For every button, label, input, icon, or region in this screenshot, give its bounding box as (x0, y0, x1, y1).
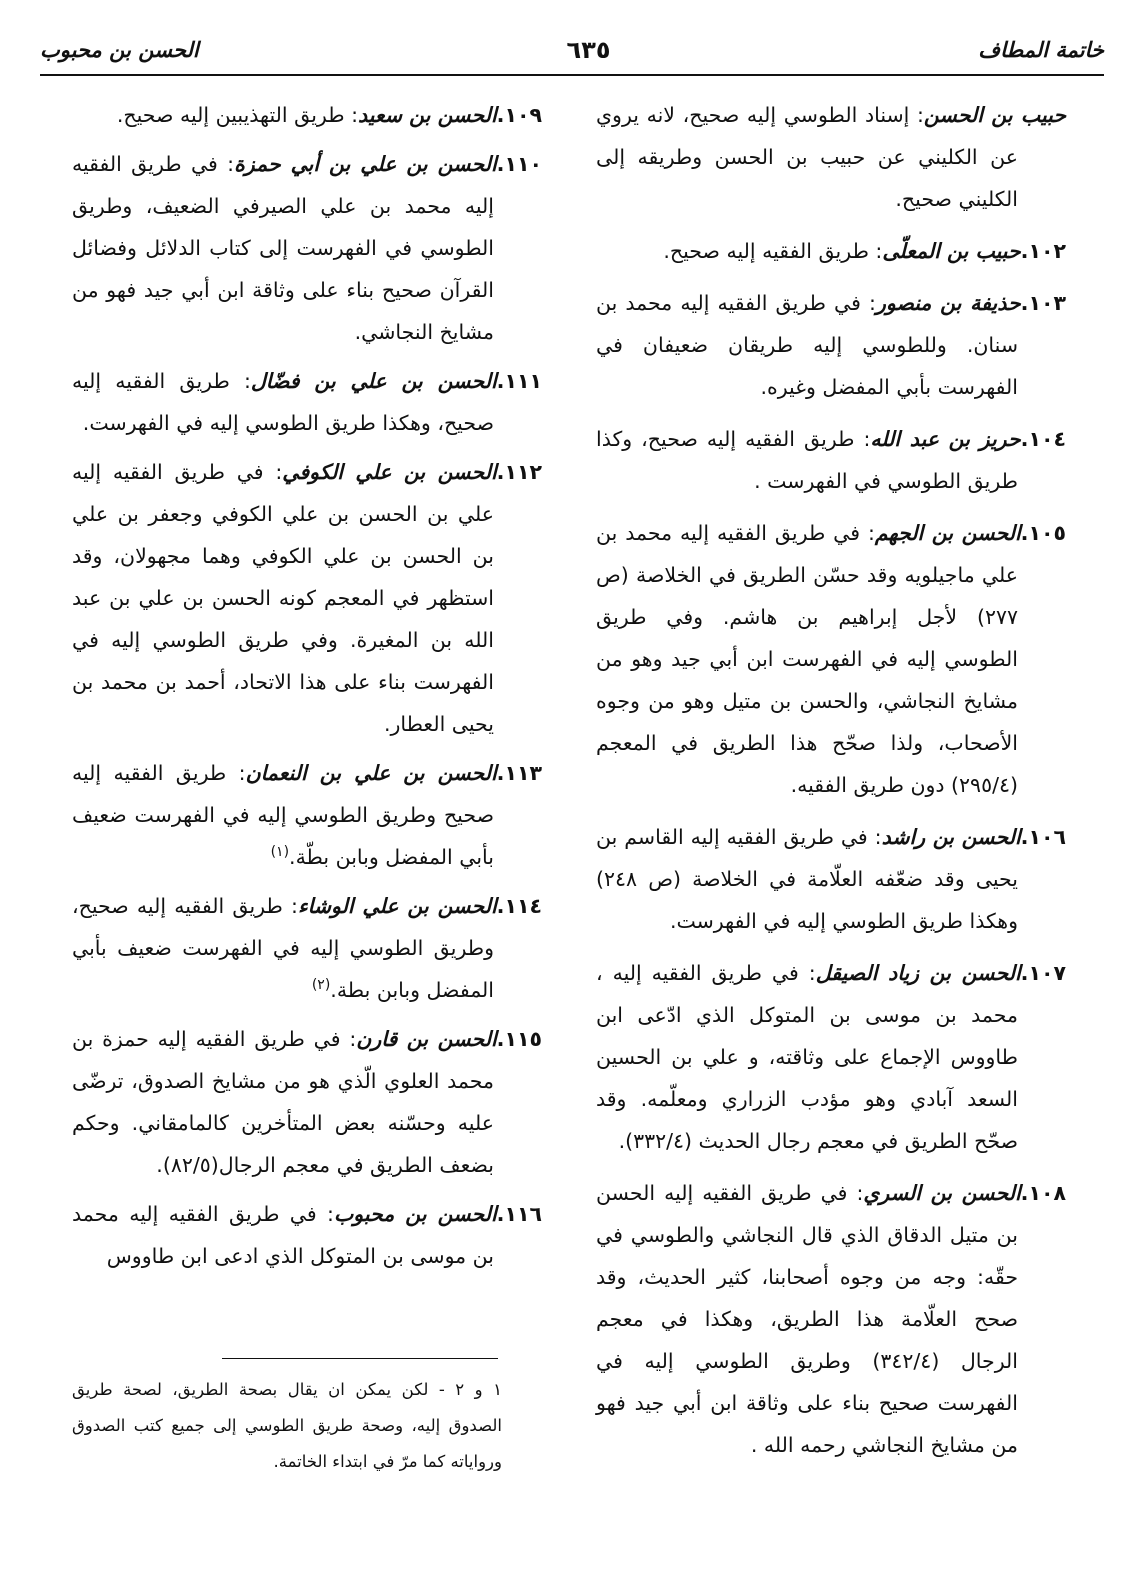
entry-number: ١١٦. (496, 1202, 542, 1226)
entry-number: ١٠٢. (1020, 239, 1066, 263)
entry-text: : طريق الفقيه إليه صحيح. (663, 239, 883, 263)
entry-name: الحسن بن الجهم (874, 521, 1021, 545)
footnote-ref: (١) (270, 844, 290, 861)
running-title: الحسن بن محبوب (40, 38, 199, 62)
entry-text: : إسناد الطوسي إليه صحيح، لانه يروي عن الكليني عن حبيب بن الحسن وطريقه إلى الكليني صحيح. (596, 103, 1018, 211)
entry-number: ١٠٥. (1020, 521, 1067, 545)
page-number: ٦٣٥ (566, 36, 611, 64)
entry-number: ١٠٧. (1020, 961, 1066, 985)
entry (596, 512, 1066, 806)
entry (596, 282, 1066, 408)
left-column (72, 94, 542, 1284)
entry (596, 952, 1066, 1162)
book-title: خاتمة المطاف (978, 38, 1104, 62)
entry-text: : في طريق الفقيه إليه حمزة بن محمد العلوي الّذي هو من مشايخ الصدوق، ترضّى عليه وحسّنه بعض المتأخرين كالمامقاني. وحكم بضعف الطريق في معجم الرجال(٨٢/٥). (72, 1027, 494, 1177)
entry (72, 1018, 542, 1186)
entry-text: : طريق الفقيه إليه صحيح وطريق الطوسي إليه في الفهرست ضعيف بأبي المفضل وبابن بطّة. (72, 761, 494, 869)
entry-number: ١١٠. (496, 152, 542, 176)
entry-text: : طريق الفقيه إليه صحيح، وطريق الطوسي إليه في الفهرست ضعيف بأبي المفضل وبابن بطة. (72, 894, 494, 1002)
entry-number: ١٠٨. (1020, 1181, 1066, 1205)
entry-text: : في طريق الفقيه إليه الحسن بن متيل الدقاق الذي قال النجاشي والطوسي في حقّه: وجه من وجوه أصحابنا، كثير الحديث، وقد صحح العلّامة هذا الطريق، وهكذا في معجم الرجال (٣٤٢/٤) وطريق الطوسي إليه في الفهرست صحيح بناء على وثاقة ابن أبي جيد فهو من مشايخ النجاشي رحمه الله . (596, 1181, 1018, 1457)
entry-number: ١١٢. (496, 460, 542, 484)
entry (596, 1172, 1066, 1466)
entry (72, 451, 542, 745)
entry (72, 360, 542, 444)
entry-name: الحسن بن قارن (356, 1027, 497, 1051)
entry-number: ١٠٤. (1020, 427, 1066, 451)
right-column (596, 94, 1066, 1476)
entry-number: ١٠٩. (496, 103, 542, 127)
entry-name: حذيفة بن منصور (875, 291, 1021, 315)
entry-number: ١١٣. (496, 761, 542, 785)
entry (596, 230, 1066, 272)
entry-text: : طريق الفقيه إليه صحيح، وهكذا طريق الطوسي إليه في الفهرست. (72, 369, 494, 435)
entry (596, 418, 1066, 502)
entry (596, 94, 1066, 220)
entry-name: الحسن بن محبوب (333, 1202, 497, 1226)
entry-name: حبيب بن الحسن (923, 103, 1066, 127)
entry-text: : في طريق الفقيه إليه محمد بن سنان. وللطوسي إليه طريقان ضعيفان في الفهرست بأبي المفضل وغيره. (596, 291, 1018, 399)
entry-text: : في طريق الفقيه إليه ، محمد بن موسى بن المتوكل الذي ادّعى ابن طاووس الإجماع على وثاقته، و علي بن الحسين السعد آبادي وهو مؤدب الزراري ومعلّمه. وقد صحّح الطريق في معجم رجال الحديث (٣٣٢/٤). (596, 961, 1018, 1153)
entry-name: الحسن بن علي بن فضّال (250, 369, 497, 393)
entry-name: الحسن بن السري (863, 1181, 1021, 1205)
entry-text: : في طريق الفقيه إليه محمد بن علي الصيرفي الضعيف، وطريق الطوسي في الفهرست إلى كتاب الدلائل وفضائل القرآن صحيح بناء على وثاقة ابن أبي جيد فهو من مشايخ النجاشي. (72, 152, 494, 344)
entry-name: الحسن بن علي الكوفي (282, 460, 497, 484)
entry-name: الحسن بن علي بن أبي حمزة (234, 152, 497, 176)
entry-number: ١٠٣. (1020, 291, 1066, 315)
entry-number: ١١٤. (496, 894, 542, 918)
entry-text: : طريق الفقيه إليه صحيح، وكذا طريق الطوسي في الفهرست . (596, 427, 1018, 493)
entry (72, 94, 542, 136)
entry-number: ١١٥. (496, 1027, 542, 1051)
entry-text: : طريق التهذيبين إليه صحيح. (116, 103, 358, 127)
entry-text: : في طريق الفقيه إليه محمد بن علي ماجيلويه وقد حسّن الطريق في الخلاصة (ص ٢٧٧) لأجل إبراهيم بن هاشم. وفي طريق الطوسي إليه في الفهرست ابن أبي جيد وهو من مشايخ النجاشي، والحسن بن متيل وهو من وجوه الأصحاب، ولذا صحّح هذا الطريق في المعجم (٢٩٥/٤) دون طريق الفقيه. (596, 521, 1018, 797)
entry (72, 1193, 542, 1277)
entry-number: ١١١. (496, 369, 542, 393)
entry (72, 752, 542, 878)
entry (72, 885, 542, 1011)
entry (72, 143, 542, 353)
entry-text: : في طريق الفقيه إليه محمد بن موسى بن المتوكل الذي ادعى ابن طاووس (72, 1202, 494, 1268)
entry-name: الحسن بن زياد الصيقل (815, 961, 1021, 985)
page-header (40, 30, 1104, 70)
entry-name: الحسن بن راشد (881, 825, 1021, 849)
footnote-ref: (٢) (311, 977, 331, 994)
entry-name: حريز بن عبد الله (870, 427, 1021, 451)
entry (596, 816, 1066, 942)
entry-text: : في طريق الفقيه إليه القاسم بن يحيى وقد ضعّفه العلّامة في الخلاصة (ص ٢٤٨) وهكذا طريق الطوسي إليه في الفهرست. (596, 825, 1018, 933)
footnote: ١ و ٢ - لكن يمكن ان يقال بصحة الطريق، لصحة طريق الصدوق إليه، وصحة طريق الطوسي إلى جميع كتب الصدوق ورواياته كما مرّ في ابتداء الخاتمة. (72, 1380, 502, 1471)
entry-name: الحسن بن سعيد (357, 103, 497, 127)
header-rule (40, 74, 1104, 76)
entry-name: الحسن بن علي بن النعمان (245, 761, 497, 785)
entry-number: ١٠٦. (1020, 825, 1066, 849)
entry-name: حبيب بن المعلّى (882, 239, 1021, 263)
entry-text: : في طريق الفقيه إليه علي بن الحسن بن علي الكوفي وجعفر بن علي بن الحسن بن علي الكوفي وهما مجهولان، وقد استظهر في المعجم كونه الحسن بن علي بن عبد الله بن المغيرة. وفي طريق الطوسي إليه في الفهرست بناء على هذا الاتحاد، أحمد بن محمد بن يحيى العطار. (72, 460, 494, 736)
entry-name: الحسن بن علي الوشاء (297, 894, 497, 918)
footnote-separator (222, 1358, 498, 1359)
